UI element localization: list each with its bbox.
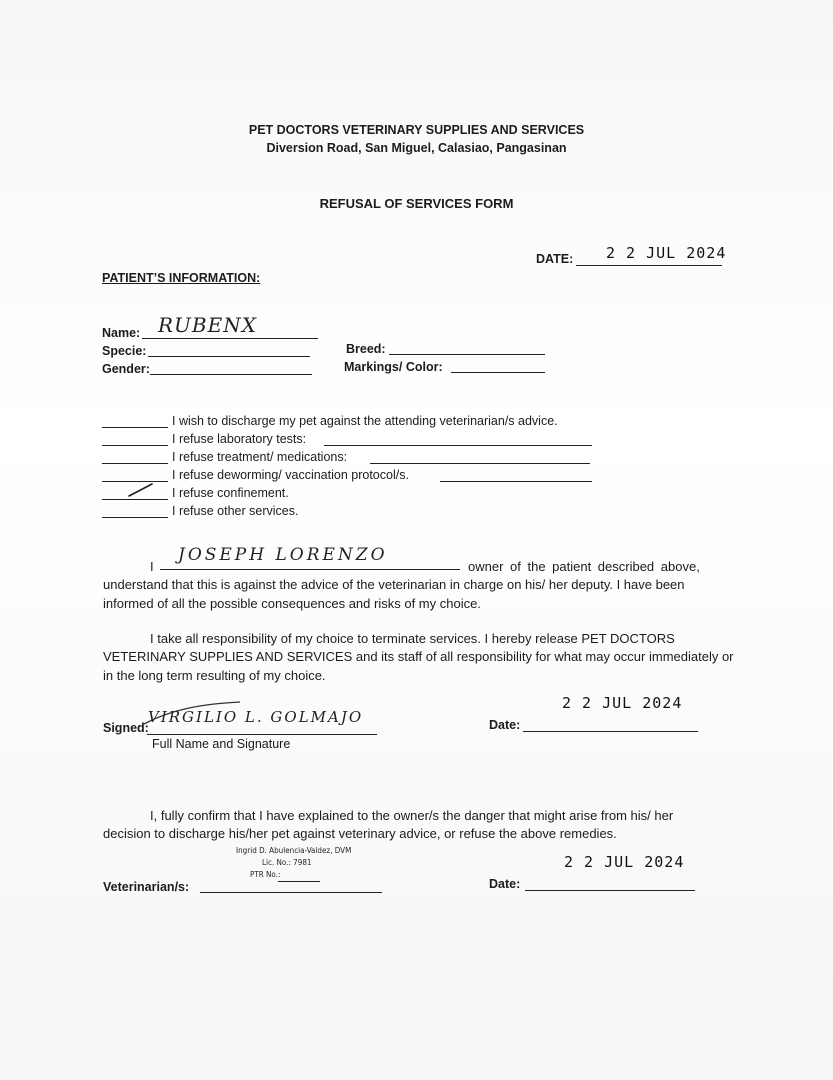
responsibility-line2: VETERINARY SUPPLIES AND SERVICES and its staff of all responsibility for what may occur immediately or <box>103 649 734 664</box>
markings-label: Markings/ Color: <box>344 360 443 374</box>
specie-label: Specie: <box>102 344 147 358</box>
specie-field[interactable] <box>148 342 310 357</box>
signed-date-field[interactable] <box>523 717 698 732</box>
responsibility-line3: in the long term resulting of my choice. <box>103 668 326 683</box>
owner-statement-line1: owner of the patient described above, <box>468 559 700 574</box>
owner-statement-line2: understand that this is against the advice of the veterinarian in charge on his/ her deputy. I have been <box>103 577 685 592</box>
breed-label: Breed: <box>346 342 386 356</box>
form-title: REFUSAL OF SERVICES FORM <box>319 196 514 211</box>
owner-prefix: I <box>150 559 154 574</box>
vet-date-stamp: 2 2 JUL 2024 <box>564 853 685 871</box>
vet-stamp-name: Ingrid D. Abulencia-Valdez, DVM <box>236 846 352 855</box>
date-label: DATE: <box>536 252 574 266</box>
signed-date-stamp: 2 2 JUL 2024 <box>562 694 683 712</box>
option-text-2: I refuse laboratory tests: <box>172 432 307 446</box>
option-text-1: I wish to discharge my pet against the attending veterinarian/s advice. <box>172 414 558 428</box>
responsibility-line1: I take all responsibility of my choice to terminate services. I hereby release PET DOCTORS <box>150 631 675 646</box>
gender-label: Gender: <box>102 362 150 376</box>
owner-name-handwriting: JOSEPH LORENZO <box>178 545 388 565</box>
vet-date-field[interactable] <box>525 876 695 891</box>
patient-section-title: PATIENT’S INFORMATION: <box>102 271 261 285</box>
confinement-check-mark <box>126 480 156 500</box>
option-blank-6[interactable] <box>102 503 168 518</box>
option-text-4: I refuse deworming/ vaccination protocol/s. <box>172 468 409 482</box>
option-fill-4[interactable] <box>440 467 592 482</box>
option-text-6: I refuse other services. <box>172 504 299 518</box>
option-fill-2[interactable] <box>324 431 592 446</box>
name-label: Name: <box>102 326 141 340</box>
confirmation-line2: decision to discharge his/her pet against veterinary advice, or refuse the above remedies. <box>103 826 617 841</box>
option-blank-1[interactable] <box>102 413 168 428</box>
signed-label: Signed: <box>103 721 149 735</box>
vet-stamp-license: Lic. No.: 7981 <box>262 858 312 867</box>
option-blank-3[interactable] <box>102 449 168 464</box>
name-handwriting: RUBENX <box>158 313 257 337</box>
option-fill-3[interactable] <box>370 449 590 464</box>
owner-statement-line3: informed of all the possible consequences and risks of my choice. <box>103 596 481 611</box>
gender-field[interactable] <box>150 360 312 375</box>
date-stamp: 2 2 JUL 2024 <box>606 244 727 262</box>
vet-date-label: Date: <box>489 877 521 891</box>
company-address: Diversion Road, San Miguel, Calasiao, Pangasinan <box>266 141 567 155</box>
breed-field[interactable] <box>389 340 545 355</box>
veterinarian-field[interactable] <box>200 878 382 893</box>
markings-field[interactable] <box>451 358 545 373</box>
vet-stamp-ptr: PTR No.: <box>250 870 281 879</box>
company-name: PET DOCTORS VETERINARY SUPPLIES AND SERVICES <box>248 123 585 137</box>
signature-flourish <box>140 700 250 730</box>
veterinarian-label: Veterinarian/s: <box>103 880 190 894</box>
signed-date-label: Date: <box>489 718 521 732</box>
owner-signature: VIRGILIO L. GOLMAJO <box>148 708 364 726</box>
option-text-3: I refuse treatment/ medications: <box>172 450 348 464</box>
option-blank-2[interactable] <box>102 431 168 446</box>
signature-caption: Full Name and Signature <box>152 737 291 751</box>
confirmation-line1: I, fully confirm that I have explained to the owner/s the danger that might arise from his/ her <box>150 808 674 823</box>
option-text-5: I refuse confinement. <box>172 486 289 500</box>
